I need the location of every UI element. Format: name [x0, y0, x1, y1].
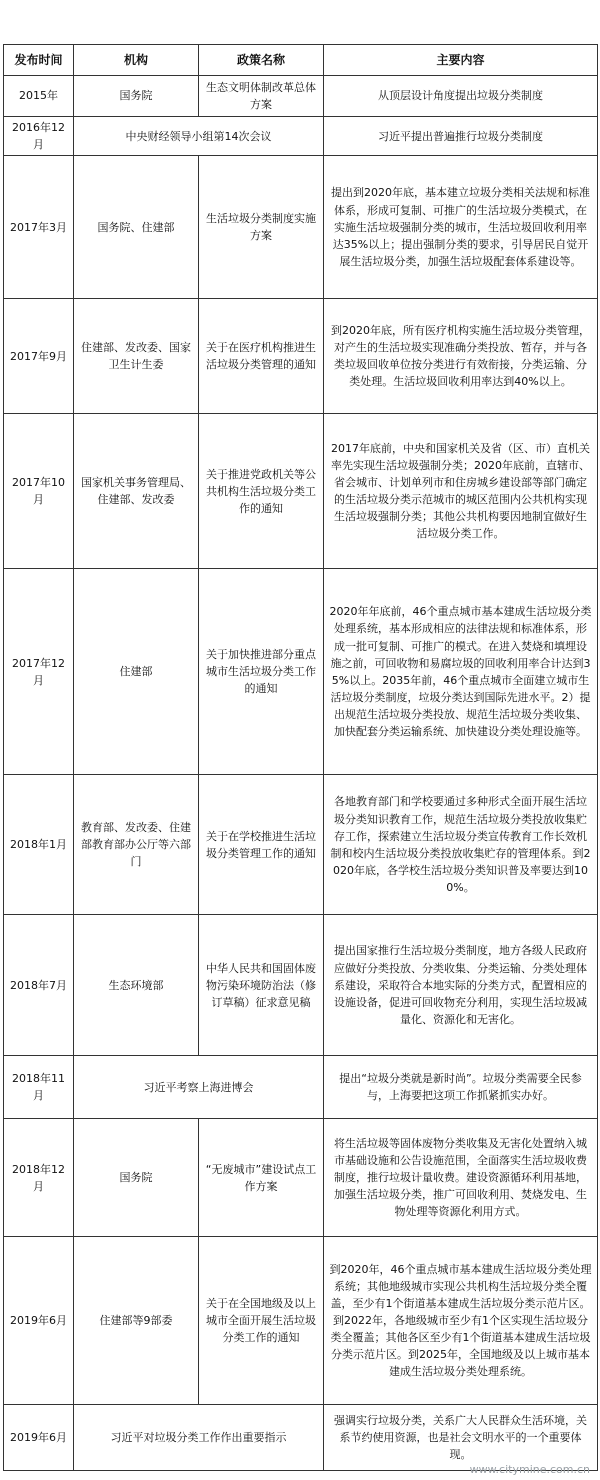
policy-table	[3, 44, 598, 1471]
cell-policy-name: 关于在学校推进生活垃圾分类管理工作的通知	[199, 775, 324, 915]
table-row	[4, 1056, 598, 1119]
cell-date: 2017年9月	[4, 299, 74, 414]
table-row	[4, 569, 598, 775]
table-row	[4, 1119, 598, 1237]
cell-date: 2018年7月	[4, 915, 74, 1056]
cell-content: 提出国家推行生活垃圾分类制度，地方各级人民政府应做好分类投放、分类收集、分类运输、分类处理体系建设，采取符合本地实际的分类方式，配置相应的设施设备，促进可回收物充分利用，实现生活垃圾减量化、资源化和无害化。	[324, 915, 598, 1056]
cell-policy-name: “无废城市”建设试点工作方案	[199, 1119, 324, 1237]
cell-date: 2019年6月	[4, 1237, 74, 1405]
table-row	[4, 76, 598, 117]
table-row	[4, 117, 598, 156]
table-row	[4, 1405, 598, 1471]
cell-org: 生态环境部	[74, 915, 199, 1056]
cell-org: 国务院	[74, 1119, 199, 1237]
cell-date: 2015年	[4, 76, 74, 117]
cell-org: 国家机关事务管理局、住建部、发改委	[74, 414, 199, 569]
cell-date: 2018年12月	[4, 1119, 74, 1237]
header-policy-name: 政策名称	[199, 45, 324, 76]
cell-org: 国务院、住建部	[74, 156, 199, 299]
table-row	[4, 414, 598, 569]
header-date: 发布时间	[4, 45, 74, 76]
watermark: www.citymine.com.cn	[469, 1463, 590, 1476]
cell-content: 到2020年，46个重点城市基本建成生活垃圾分类处理系统；其他地级城市实现公共机构生活垃圾分类全覆盖，至少有1个街道基本建成生活垃圾分类示范片区。到2022年，各地级城市至少有1个区实现生活垃圾分类全覆盖；其他各区至少有1个街道基本建成生活垃圾分类示范片区。到2025年，全国地级及以上城市基本建成生活垃圾分类处理系统。	[324, 1237, 598, 1405]
cell-content: 习近平提出普遍推行垃圾分类制度	[324, 117, 598, 156]
table-row	[4, 915, 598, 1056]
cell-org: 住建部	[74, 569, 199, 775]
cell-policy-name: 生态文明体制改革总体方案	[199, 76, 324, 117]
cell-content: 2020年年底前，46个重点城市基本建成生活垃圾分类处理系统，基本形成相应的法律法规和标准体系，形成一批可复制、可推广的模式。在进入焚烧和填埋设施之前，可回收物和易腐垃圾的回收利用率合计达到35%以上。2035年前，46个重点城市全面建立城市生活垃圾分类制度，垃圾分类达到国际先进水平。2）提出规范生活垃圾分类投放、规范生活垃圾分类收集、加快配套分类运输系统、加快建设分类处理设施等。	[324, 569, 598, 775]
cell-content: 强调实行垃圾分类，关系广大人民群众生活环境，关系节约使用资源，也是社会文明水平的一个重要体现。	[324, 1405, 598, 1471]
cell-policy-name: 关于在医疗机构推进生活垃圾分类管理的通知	[199, 299, 324, 414]
cell-content: 到2020年底，所有医疗机构实施生活垃圾分类管理，对产生的生活垃圾实现准确分类投放、暂存，并与各类垃圾回收单位按分类进行有效衔接，分类运输、分类处理。生活垃圾回收利用率达到40%以上。	[324, 299, 598, 414]
header-content: 主要内容	[324, 45, 598, 76]
cell-content: 2017年底前，中央和国家机关及省（区、市）直机关率先实现生活垃圾强制分类；2020年底前，直辖市、省会城市、计划单列市和住房城乡建设部等部门确定的生活垃圾分类示范城市的城区范围内公共机构实现生活垃圾强制分类；其他公共机构要因地制宜做好生活垃圾分类工作。	[324, 414, 598, 569]
table-header-row	[4, 45, 598, 76]
cell-org: 教育部、发改委、住建部教育部办公厅等六部门	[74, 775, 199, 915]
cell-policy-name: 关于在全国地级及以上城市全面开展生活垃圾分类工作的通知	[199, 1237, 324, 1405]
cell-content: 将生活垃圾等固体废物分类收集及无害化处置纳入城市基础设施和公告设施范围，全面落实生活垃圾收费制度，推行垃圾计量收费。建设资源循环利用基地，加强生活垃圾分类，推广可回收利用、焚烧发电、生物处理等资源化利用方式。	[324, 1119, 598, 1237]
cell-content: 提出“垃圾分类就是新时尚”。垃圾分类需要全民参与，上海要把这项工作抓紧抓实办好。	[324, 1056, 598, 1119]
header-org: 机构	[74, 45, 199, 76]
cell-content: 从顶层设计角度提出垃圾分类制度	[324, 76, 598, 117]
cell-content: 各地教育部门和学校要通过多种形式全面开展生活垃圾分类知识教育工作，规范生活垃圾分类投放收集贮存工作，探索建立生活垃圾分类宣传教育工作长效机制和校内生活垃圾分类投放收集贮存的管理体系。到2020年底，各学校生活垃圾分类知识普及率要达到100%。	[324, 775, 598, 915]
table-row	[4, 299, 598, 414]
cell-date: 2018年1月	[4, 775, 74, 915]
cell-policy-name: 中华人民共和国固体废物污染环境防治法（修订草稿）征求意见稿	[199, 915, 324, 1056]
table-row	[4, 1237, 598, 1405]
cell-date: 2019年6月	[4, 1405, 74, 1471]
table-row	[4, 156, 598, 299]
cell-policy-name: 关于推进党政机关等公共机构生活垃圾分类工作的通知	[199, 414, 324, 569]
cell-date: 2018年11月	[4, 1056, 74, 1119]
cell-date: 2016年12月	[4, 117, 74, 156]
cell-org: 住建部等9部委	[74, 1237, 199, 1405]
cell-org: 住建部、发改委、国家卫生计生委	[74, 299, 199, 414]
cell-policy-name: 关于加快推进部分重点城市生活垃圾分类工作的通知	[199, 569, 324, 775]
cell-merged-event: 中央财经领导小组第14次会议	[74, 117, 324, 156]
cell-content: 提出到2020年底，基本建立垃圾分类相关法规和标准体系，形成可复制、可推广的生活垃圾分类模式，在实施生活垃圾强制分类的城市，生活垃圾回收利用率达35%以上；提出强制分类的要求，引导居民自觉开展生活垃圾分类，加强生活垃圾配套体系建设等。	[324, 156, 598, 299]
cell-merged-event: 习近平考察上海进博会	[74, 1056, 324, 1119]
cell-policy-name: 生活垃圾分类制度实施方案	[199, 156, 324, 299]
table-row	[4, 775, 598, 915]
cell-merged-event: 习近平对垃圾分类工作作出重要指示	[74, 1405, 324, 1471]
cell-date: 2017年3月	[4, 156, 74, 299]
cell-org: 国务院	[74, 76, 199, 117]
cell-date: 2017年10月	[4, 414, 74, 569]
cell-date: 2017年12月	[4, 569, 74, 775]
